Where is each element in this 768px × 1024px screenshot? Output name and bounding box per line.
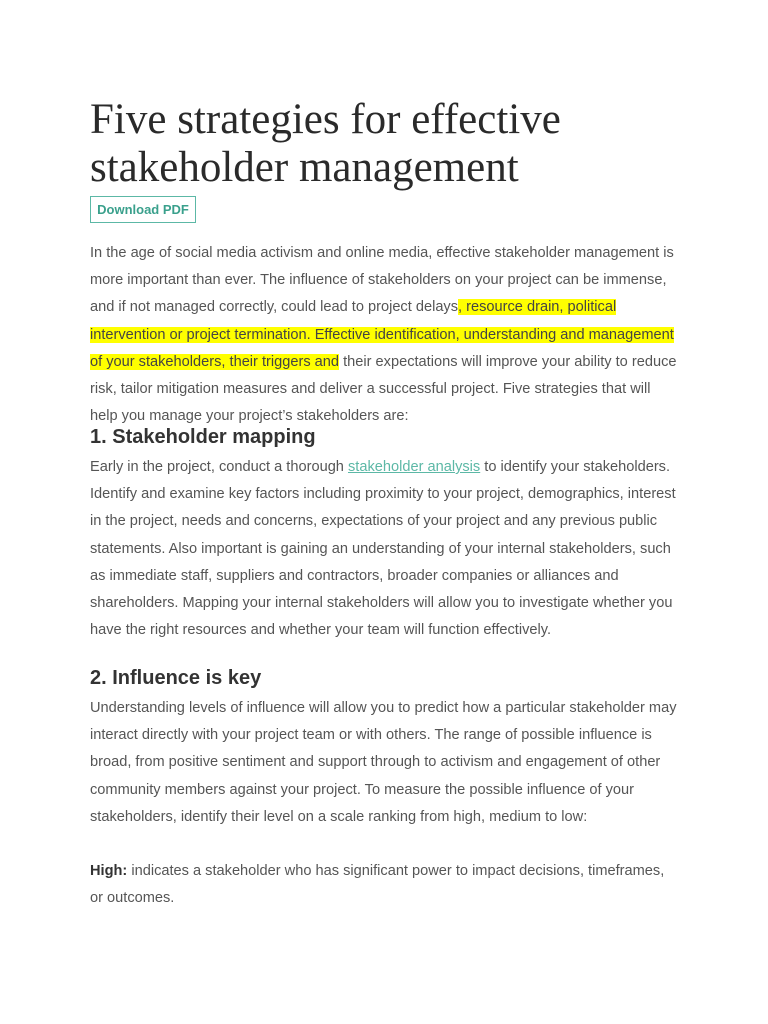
paragraph-text-cont: to identify your stakeholders. Identify and examine key factors including proximity to your project, demographics, interest in the project, needs and concerns, expectations of your project and any previous public statements. Also important is gaining an understanding of your internal stakeholders, such as immediate staff, suppliers and contractors, broader companies or alliances and shareholders. Mapping your internal stakeholders will allow you to investigate whether you have the right resources and whether your team will function effectively. [90,459,676,639]
section-heading-influence: 2. Influence is key [90,667,262,689]
high-description: indicates a stakeholder who has significant power to impact decisions, timeframes, or outcomes. [90,863,665,907]
intro-text: In the age of social media activism and online media, effective stakeholder management is more important than ever. The influence of stakeholders on your project can be immense, and if not managed correctly, could lead to project delays [90,245,674,316]
intro-text-cont: their expectations will improve your ability to reduce risk, tailor mitigation measures and deliver a successful project. Five strategies that will help you manage your project’s stakeholders are: [90,353,677,425]
page-title: Five strategies for effective stakeholder management [90,96,561,191]
download-pdf-button[interactable]: Download PDF [90,196,196,223]
stakeholder-analysis-link[interactable]: stakeholder analysis [347,459,481,475]
section-heading-stakeholder-mapping: 1. Stakeholder mapping [90,426,316,448]
highlighted-text: , resource drain, political intervention or project termination. Effective identification, understanding and management of your stakeholders, their triggers and [90,299,674,370]
high-label: High: [90,863,128,879]
paragraph-text: Early in the project, conduct a thorough [90,459,348,475]
section-paragraph-influence: Understanding levels of influence will allow you to predict how a particular stakeholder may interact directly with your project team or with others. The range of possible influence is broad, from positive sentiment and support through to activism and engagement of other community members against your project. To measure the possible influence of your stakeholders, identify their level on a scale ranking from high, medium to low: [90,700,677,825]
section-paragraph-stakeholder-mapping [90,454,680,644]
influence-high-item [90,858,680,912]
intro-paragraph [90,240,680,430]
